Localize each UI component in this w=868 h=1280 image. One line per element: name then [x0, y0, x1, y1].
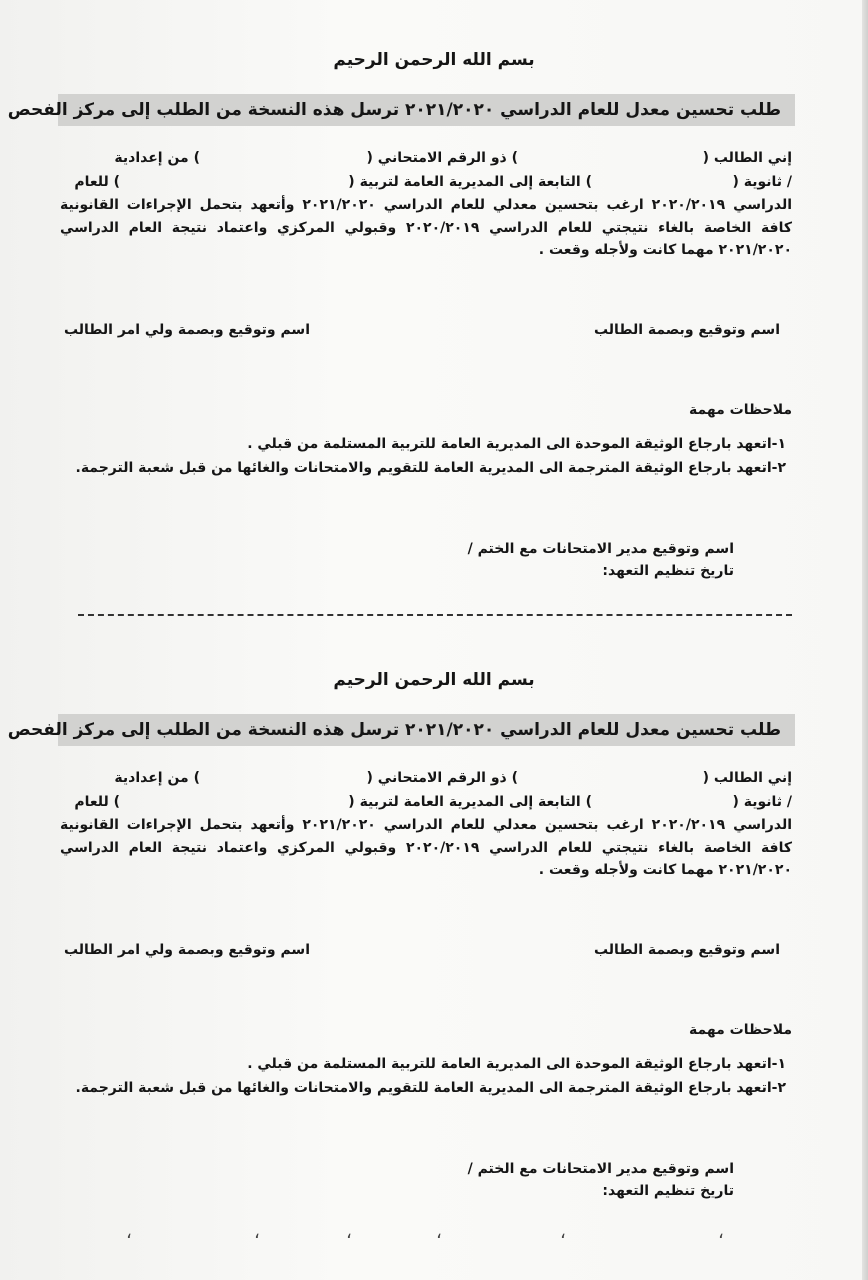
student-name-label: إني الطالب ( [702, 150, 792, 166]
notes-title: ملاحظات مهمة [688, 402, 792, 418]
notes-list [76, 1052, 787, 1100]
basmala: بسم الله الرحمن الرحيم [333, 670, 535, 690]
pledge-line: كافة الخاصة بالغاء نتيجتي للعام الدراسي ٢٠٢٠/٢٠١٩ وقبولي المركزي واعتماد نتيجة العام الدراسي [60, 839, 792, 856]
exam-number-label: ) ذو الرقم الامتحاني ( [366, 150, 518, 166]
bottom-mark: ، [560, 1222, 566, 1243]
directorate-label: ) التابعة إلى المديرية العامة لتربية ( [348, 174, 592, 190]
pledge-paragraph [60, 194, 792, 262]
director-section [468, 538, 734, 582]
bottom-mark: ، [346, 1222, 352, 1243]
guardian-signature-label: اسم وتوقيع وبصمة ولي امر الطالب [63, 942, 310, 958]
student-signature-label: اسم وتوقيع وبصمة الطالب [593, 942, 780, 958]
note-item: ٢-اتعهد بارجاع الوثيقة المترجمة الى المديرية العامة للتقويم والامتحانات والغائها من قبل شعبة الترجمة. [75, 1080, 786, 1096]
pledge-date-label: تاريخ تنظيم التعهد: [602, 563, 734, 579]
director-signature-label: اسم وتوقيع مدير الامتحانات مع الختم / [467, 1161, 734, 1177]
directorate-label: ) التابعة إلى المديرية العامة لتربية ( [348, 794, 592, 810]
year-label: ) للعام [74, 174, 120, 190]
student-signature-label: اسم وتوقيع وبصمة الطالب [593, 322, 780, 338]
form-title: طلب تحسين معدل للعام الدراسي ٢٠٢١/٢٠٢٠ ترسل هذه النسخة من الطلب إلى مركز الفحص [58, 94, 795, 126]
notes-title: ملاحظات مهمة [688, 1022, 792, 1038]
pledge-form-copy-2 [0, 620, 868, 1220]
student-info-row [60, 766, 792, 790]
basmala: بسم الله الرحمن الرحيم [333, 50, 535, 70]
student-name-label: إني الطالب ( [702, 770, 792, 786]
pledge-line: الدراسي ٢٠٢٠/٢٠١٩ ارغب بتحسين معدلي للعام الدراسي ٢٠٢١/٢٠٢٠ وأتعهد بتحمل الإجراءات القانونية [60, 817, 792, 833]
director-section [468, 1158, 734, 1202]
prep-school-label: ) من إعدادية [114, 770, 200, 786]
guardian-signature-label: اسم وتوقيع وبصمة ولي امر الطالب [63, 322, 310, 338]
secondary-school-label: / ثانوية ( [732, 174, 792, 190]
year-label: ) للعام [74, 794, 120, 810]
cut-line-separator [78, 614, 792, 616]
bottom-mark: ، [718, 1222, 724, 1243]
school-info-row [60, 170, 792, 194]
pledge-paragraph [60, 814, 792, 882]
bottom-mark: ، [436, 1222, 442, 1243]
bottom-mark: ، [254, 1222, 260, 1243]
director-signature-label: اسم وتوقيع مدير الامتحانات مع الختم / [467, 541, 734, 557]
note-item: ٢-اتعهد بارجاع الوثيقة المترجمة الى المديرية العامة للتقويم والامتحانات والغائها من قبل شعبة الترجمة. [75, 460, 786, 476]
bottom-mark: ، [126, 1222, 132, 1243]
note-item: ١-اتعهد بارجاع الوثيقة الموحدة الى المديرية العامة للتربية المستلمة من قبلي . [247, 1056, 786, 1072]
school-info-row [60, 790, 792, 814]
student-info-row [60, 146, 792, 170]
pledge-form-copy-1 [0, 0, 868, 600]
pledge-date-label: تاريخ تنظيم التعهد: [602, 1183, 734, 1199]
pledge-line: كافة الخاصة بالغاء نتيجتي للعام الدراسي ٢٠٢٠/٢٠١٩ وقبولي المركزي واعتماد نتيجة العام الدراسي [60, 219, 792, 236]
form-title: طلب تحسين معدل للعام الدراسي ٢٠٢١/٢٠٢٠ ترسل هذه النسخة من الطلب إلى مركز الفحص [58, 714, 795, 746]
pledge-line: ٢٠٢١/٢٠٢٠ مهما كانت ولأجله وقعت . [538, 862, 792, 878]
note-item: ١-اتعهد بارجاع الوثيقة الموحدة الى المديرية العامة للتربية المستلمة من قبلي . [247, 436, 786, 452]
exam-number-label: ) ذو الرقم الامتحاني ( [366, 770, 518, 786]
pledge-line: ٢٠٢١/٢٠٢٠ مهما كانت ولأجله وقعت . [538, 242, 792, 258]
notes-list [76, 432, 787, 480]
prep-school-label: ) من إعدادية [114, 150, 200, 166]
pledge-line: الدراسي ٢٠٢٠/٢٠١٩ ارغب بتحسين معدلي للعام الدراسي ٢٠٢١/٢٠٢٠ وأتعهد بتحمل الإجراءات القانونية [60, 197, 792, 213]
secondary-school-label: / ثانوية ( [732, 794, 792, 810]
